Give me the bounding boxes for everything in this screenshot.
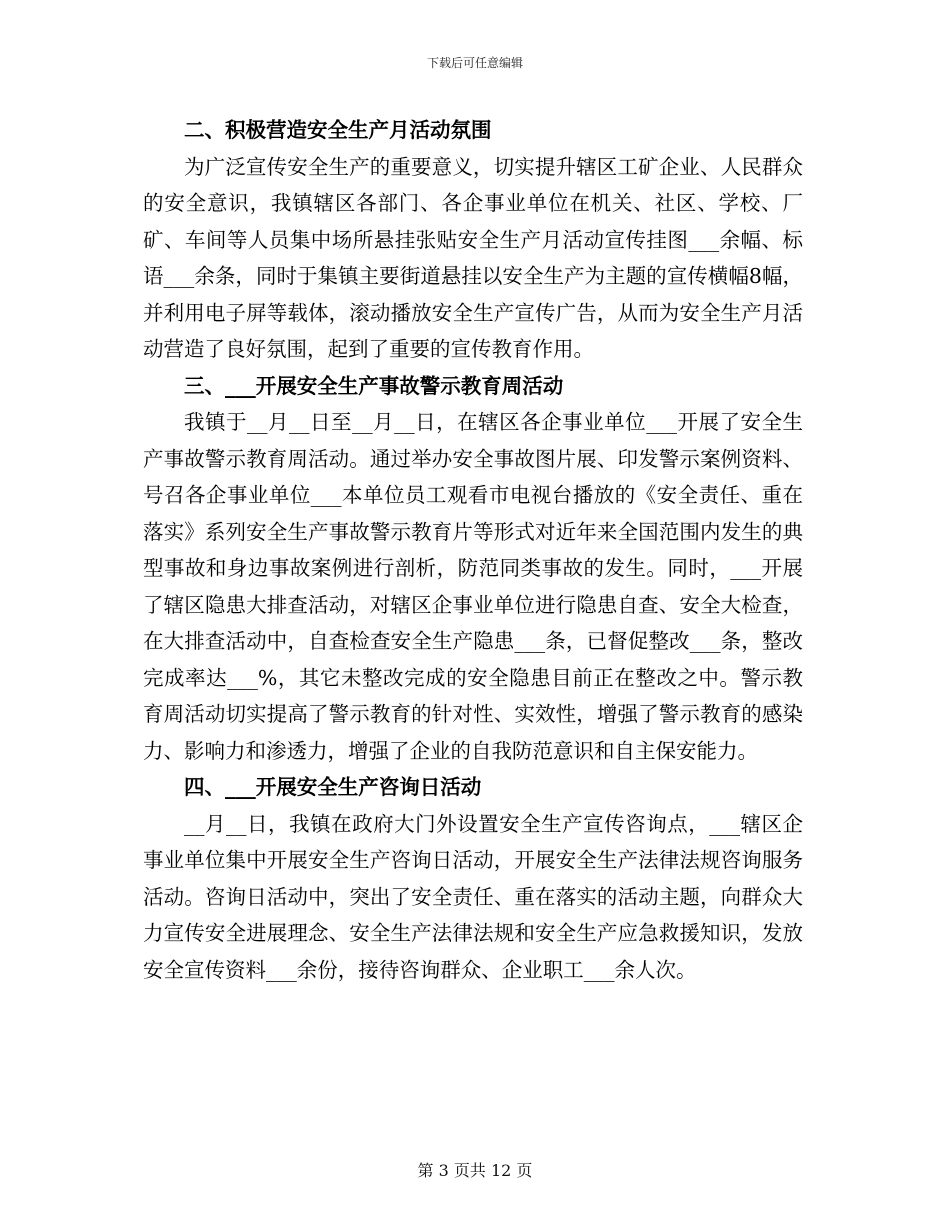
section-heading: 四、___开展安全生产咨询日活动	[184, 775, 482, 799]
document-body	[143, 112, 803, 988]
page-header: 下载后可任意编辑	[426, 56, 523, 70]
section-heading: 二、积极营造安全生产月活动氛围	[184, 118, 492, 142]
section-paragraph: 我镇于__月__日至__月__日，在辖区各企事业单位___开展了安全生产事故警示教育周活动。通过举办安全事故图片展、印发警示案例资料、号召各企事业单位___本单位员工观看市电视台播放的《安全责任、重在落实》系列安全生产事故警示教育片等形式对近年来全国范围内发生的典型事故和身边事故案例进行剖析，防范同类事故的发生。同时，___开展了辖区隐患大排查活动，对辖区企事业单位进行隐患自查、安全大检查，在大排查活动中，自查检查安全生产隐患___条，已督促整改___条，整改完成率达___%，其它未整改完成的安全隐患目前正在整改之中。警示教育周活动切实提高了警示教育的针对性、实效性，增强了警示教育的感染力、影响力和渗透力，增强了企业的自我防范意识和自主保安能力。	[143, 410, 803, 763]
section-paragraph: 为广泛宣传安全生产的重要意义，切实提升辖区工矿企业、人民群众的安全意识，我镇辖区各部门、各企事业单位在机关、社区、学校、厂矿、车间等人员集中场所悬挂张贴安全生产月活动宣传挂图___余幅、标语___余条，同时于集镇主要街道悬挂以安全生产为主题的宣传横幅8幅，并利用电子屏等载体，滚动播放安全生产宣传广告，从而为安全生产月活动营造了良好氛围，起到了重要的宣传教育作用。	[143, 154, 803, 361]
page-footer: 第 3 页共 12 页	[417, 1161, 533, 1180]
section-heading: 三、___开展安全生产事故警示教育周活动	[184, 373, 564, 398]
section-paragraph: __月__日，我镇在政府大门外设置安全生产宣传咨询点，___辖区企事业单位集中开展安全生产咨询日活动，开展安全生产法律法规咨询服务活动。咨询日活动中，突出了安全责任、重在落实的活动主题，向群众大力宣传安全进展理念、安全生产法律法规和安全生产应急救援知识，发放安全宣传资料___余份，接待咨询群众、企业职工___余人次。	[143, 811, 803, 982]
